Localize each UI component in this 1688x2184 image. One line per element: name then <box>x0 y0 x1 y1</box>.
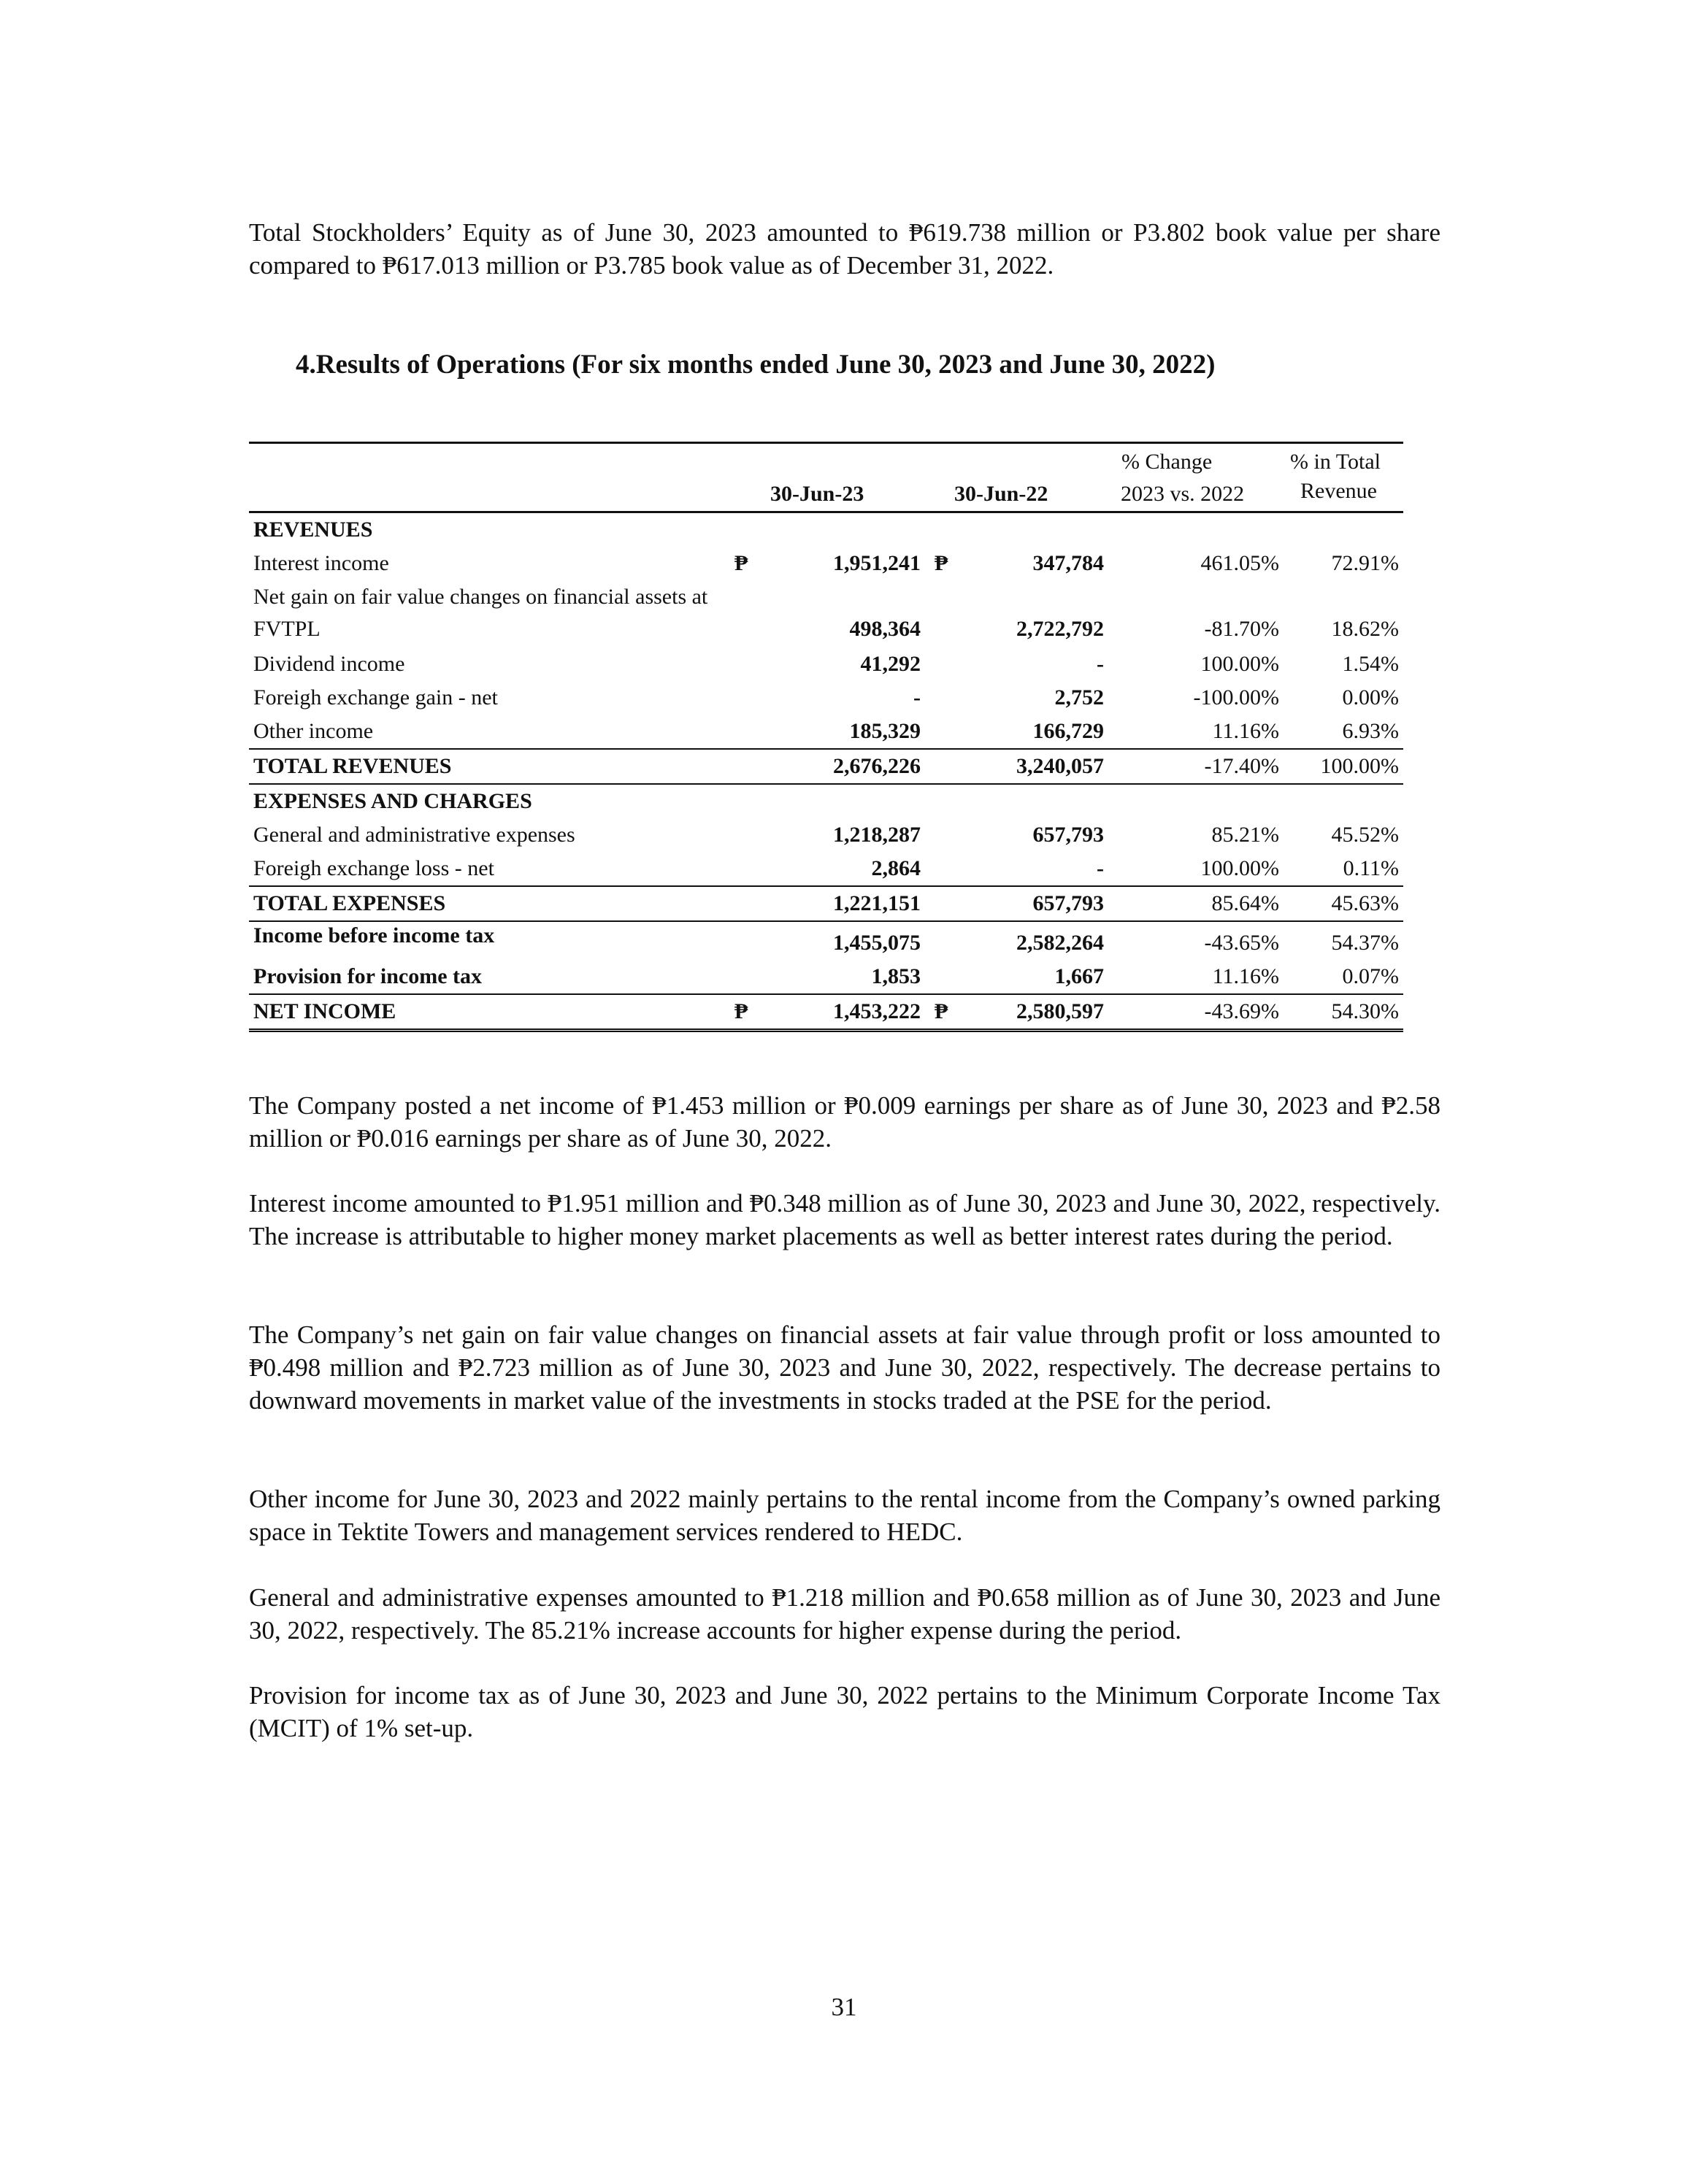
table-row <box>249 715 1403 750</box>
row-label: Income before income tax <box>253 923 495 947</box>
income-before-tax-row <box>249 922 1403 960</box>
value-2022: - <box>1097 856 1104 880</box>
row-expenses-heading <box>249 785 1403 818</box>
row-label: Foreigh exchange loss - net <box>253 856 494 880</box>
income-tax-paragraph: Provision for income tax as of June 30, 2023 and June 30, 2022 pertains to the Minimum Corporate Income Tax (MCIT) of 1% set-up. <box>249 1681 1440 1742</box>
section-heading: 4.Results of Operations (For six months ended June 30, 2023 and June 30, 2022) <box>296 350 1216 380</box>
pct-change: -43.69% <box>1204 999 1279 1023</box>
value-2023: 1,951,241 <box>833 551 921 575</box>
pct-total: 45.52% <box>1331 823 1399 847</box>
pct-total: 6.93% <box>1342 719 1399 743</box>
table-row <box>249 681 1403 715</box>
revenues-label: REVENUES <box>253 518 373 542</box>
value-2023: 2,864 <box>871 856 921 880</box>
pct-total: 72.91% <box>1331 551 1399 575</box>
row-label: TOTAL REVENUES <box>253 754 452 778</box>
row-label: General and administrative expenses <box>253 823 575 847</box>
fair-value-paragraph: The Company’s net gain on fair value changes on financial assets at fair value through profit or loss amounted to ₱0.498 million and ₱2.723 million as of June 30, 2023 and June 30, 2022, respectively. The decrease pertains to downward movements in market value of the investments in stocks traded at the PSE for the period. <box>249 1320 1440 1415</box>
net-income-row <box>249 995 1403 1032</box>
table-row <box>249 647 1403 681</box>
table-header <box>249 444 1403 511</box>
row-label: Provision for income tax <box>253 964 483 988</box>
table-row <box>249 852 1403 887</box>
header-pct-total-l2: Revenue <box>1300 479 1377 503</box>
value-2023: 2,676,226 <box>833 754 921 778</box>
value-2023: 41,292 <box>860 652 921 676</box>
header-30-jun-23: 30-Jun-23 <box>770 482 864 506</box>
row-label: Interest income <box>253 551 389 575</box>
provision-tax-row <box>249 960 1403 995</box>
header-pct-change-l1: % Change <box>1121 450 1213 474</box>
pct-total: 0.07% <box>1342 964 1399 988</box>
table-row <box>249 580 1403 612</box>
pct-change: 85.21% <box>1211 823 1279 847</box>
pct-total: 0.11% <box>1343 856 1399 880</box>
pct-change: -43.65% <box>1204 931 1279 955</box>
pct-change: 85.64% <box>1211 891 1279 915</box>
value-2023: 1,453,222 <box>833 999 921 1023</box>
pct-total: 54.30% <box>1331 999 1399 1023</box>
total-expenses-row <box>249 887 1403 922</box>
pct-total: 54.37% <box>1331 931 1399 955</box>
pct-change: 11.16% <box>1212 719 1279 743</box>
peso-sign: ₱ <box>935 999 948 1023</box>
pct-change: 11.16% <box>1212 964 1279 988</box>
row-label: Foreigh exchange gain - net <box>253 685 498 710</box>
pct-change: -81.70% <box>1204 617 1279 641</box>
interest-income-paragraph: Interest income amounted to ₱1.951 million and ₱0.348 million as of June 30, 2023 and June 30, 2022, respectively. The increase is attributable to higher money market placements as well as better interest rates during the period. <box>249 1189 1440 1250</box>
table-row <box>249 612 1403 647</box>
row-label: FVTPL <box>253 617 321 641</box>
row-label: NET INCOME <box>253 999 396 1023</box>
pct-change: 100.00% <box>1200 856 1279 880</box>
pct-total: 18.62% <box>1331 617 1399 641</box>
header-pct-total-l1: % in Total <box>1290 450 1381 474</box>
value-2022: 1,667 <box>1054 964 1104 988</box>
expenses-label: EXPENSES AND CHARGES <box>253 789 532 813</box>
value-2023: 1,455,075 <box>833 931 921 955</box>
pct-change: 100.00% <box>1200 652 1279 676</box>
value-2023: 498,364 <box>849 617 921 641</box>
admin-expenses-paragraph: General and administrative expenses amounted to ₱1.218 million and ₱0.658 million as of June 30, 2023 and June 30, 2022, respectively. The 85.21% increase accounts for higher expense during the period. <box>249 1583 1440 1645</box>
value-2022: 2,580,597 <box>1016 999 1104 1023</box>
row-revenues-heading <box>249 513 1403 547</box>
pct-total: 45.63% <box>1331 891 1399 915</box>
header-30-jun-22: 30-Jun-22 <box>954 482 1048 506</box>
value-2022: 2,582,264 <box>1016 931 1104 955</box>
value-2022: 657,793 <box>1032 891 1104 915</box>
value-2022: 2,722,792 <box>1016 617 1104 641</box>
total-revenues-row <box>249 750 1403 785</box>
table-row <box>249 818 1403 852</box>
value-2022: 347,784 <box>1032 551 1104 575</box>
results-table <box>249 442 1403 1032</box>
pct-total: 100.00% <box>1320 754 1399 778</box>
header-pct-change-l2: 2023 vs. 2022 <box>1121 482 1245 506</box>
value-2022: 166,729 <box>1032 719 1104 743</box>
equity-paragraph: Total Stockholders’ Equity as of June 30, 2023 amounted to ₱619.738 million or P3.802 book value per share compared to ₱617.013 million or P3.785 book value as of December 31, 2022. <box>249 218 1440 280</box>
row-label: Other income <box>253 719 374 743</box>
value-2023: 1,221,151 <box>833 891 921 915</box>
table-row <box>249 547 1403 580</box>
net-income-paragraph: The Company posted a net income of ₱1.453 million or ₱0.009 earnings per share as of June 30, 2023 and ₱2.58 million or ₱0.016 earnings per share as of June 30, 2022. <box>249 1091 1440 1153</box>
row-label: TOTAL EXPENSES <box>253 891 446 915</box>
value-2022: - <box>1097 652 1104 676</box>
row-label: Net gain on fair value changes on financial assets at <box>253 585 708 609</box>
peso-sign: ₱ <box>935 551 948 575</box>
value-2023: 185,329 <box>849 719 921 743</box>
value-2023: 1,218,287 <box>833 823 921 847</box>
other-income-paragraph: Other income for June 30, 2023 and 2022 mainly pertains to the rental income from the Company’s owned parking space in Tektite Towers and management services rendered to HEDC. <box>249 1485 1440 1546</box>
value-2022: 2,752 <box>1054 685 1104 710</box>
pct-change: -100.00% <box>1193 685 1279 710</box>
pct-total: 0.00% <box>1342 685 1399 710</box>
row-label: Dividend income <box>253 652 405 676</box>
pct-change: -17.40% <box>1204 754 1279 778</box>
pct-change: 461.05% <box>1200 551 1279 575</box>
peso-sign: ₱ <box>734 551 748 575</box>
peso-sign: ₱ <box>734 999 748 1023</box>
value-2023: 1,853 <box>871 964 921 988</box>
page-number: 31 <box>831 1993 857 2021</box>
pct-total: 1.54% <box>1342 652 1399 676</box>
value-2023: - <box>913 685 921 710</box>
value-2022: 3,240,057 <box>1016 754 1104 778</box>
value-2022: 657,793 <box>1032 823 1104 847</box>
